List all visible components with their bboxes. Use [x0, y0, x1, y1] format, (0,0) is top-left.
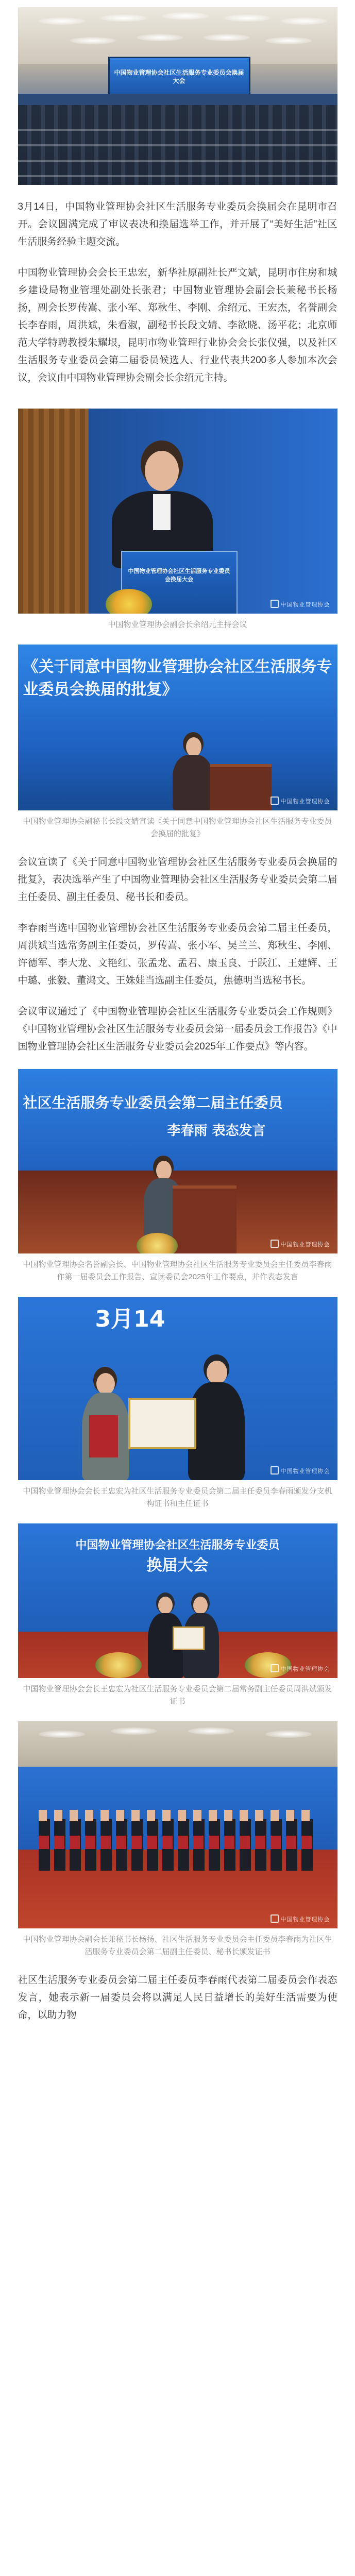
stage-screen-title: 中国物业管理协会社区生活服务专业委员会换届大会 — [114, 69, 244, 84]
caption-host: 中国物业管理协会副会长余绍元主持会议 — [108, 620, 247, 629]
caption-approval: 中国物业管理协会副秘书长段文婧宣读《关于同意中国物业管理协会社区生活服务专业委员会换届的批复》 — [23, 817, 332, 838]
small-certificate — [173, 1626, 205, 1650]
statement-screen-line1: 社区生活服务专业委员会第二届主任委员 — [23, 1094, 283, 1111]
stage-front — [18, 94, 337, 105]
certificate-vice-chair-photo: 中国物业管理协会社区生活服务专业委员 换届大会 中国物业管理协会 — [18, 1523, 337, 1678]
date-banner: 3月14 — [95, 1306, 165, 1332]
caption-vice-chair-certificate: 中国物业管理协会会长王忠宏为社区生活服务专业委员会第二届常务副主任委员周洪斌颁发证书 — [23, 1685, 332, 1706]
caption-statement: 中国物业管理协会名誉副会长、中国物业管理协会社区生活服务专业委员会主任委员李春雨作第一届委员会工作报告、宣读委员会2025年工作要点，并作表态发言 — [23, 1260, 332, 1281]
presenter-figure — [188, 1382, 245, 1480]
statement-screen-line2: 李春雨 表态发言 — [167, 1123, 266, 1139]
approval-screen-title: 《关于同意中国物业管理协会社区生活服务专业委员会换届的批复》 — [23, 658, 332, 699]
intro-paragraph: 3月14日，中国物业管理协会社区生活服务专业委员会换届会在昆明市召开。会议圆满完成了审议表决和换届选举工作，并开展了“美好生活”社区生活服务经验主题交流。 — [18, 201, 337, 247]
attendees-paragraph: 中国物业管理协会会长王忠宏，新华社原副社长严文斌，昆明市住房和城乡建设局物业管理处副处长张君；中国物业管理协会副会长兼秘书长杨扬，副会长罗传嵩、张小军、郑秋生、李刚、余绍元、王宏杰，名誉副会长李春雨，周洪斌，朱看淑，副秘书长段文婧、李欲晓、汤平花；北京师范大学特聘教授朱耀垠，昆明市物业管理行业协会会长张仪强，以及社区生活服务专业委员会第二届委员候选人、行业代表共200多人参加本次会议，会议由中国物业管理协会副会长余绍元主持。 — [18, 267, 337, 383]
conference-hall-photo — [18, 7, 337, 185]
article — [0, 7, 355, 2024]
election-results-paragraph: 李春雨当选中国物业管理协会社区生活服务专业委员会第二届主任委员，周洪斌当选常务副主任委员，罗传嵩、张小军、吴兰兰、郑秋生、李刚、许德军、李大龙、文艳红、张孟龙、孟君、康玉良、于跃江、王建辉、王中璐、张毅、董鸿文、王姝娃当选副主任委员，焦德明当选秘书长。 — [18, 923, 337, 986]
vote-paragraph: 会议宣读了《关于同意中国物业管理协会社区生活服务专业委员会换届的批复》，表决选举产生了中国物业管理协会社区生活服务专业委员会第二届主任委员、副主任委员、秘书长和委员。 — [18, 857, 337, 903]
certificate — [128, 1398, 196, 1449]
caption-group-certificate: 中国物业管理协会副会长兼秘书长杨扬、社区生活服务专业委员会主任委员李春雨为社区生活服务专业委员会第二届副主任委员、秘书长颁发证书 — [23, 1935, 332, 1956]
award-banner-line2: 换届大会 — [146, 1556, 209, 1574]
approval-reading-photo: 《关于同意中国物业管理协会社区生活服务专业委员会换届的批复》 中国物业管理协会 — [18, 645, 337, 810]
reader-figure — [173, 755, 213, 810]
statement-speech-photo: 社区生活服务专业委员会第二届主任委员 李春雨 表态发言 中国物业管理协会 — [18, 1069, 337, 1253]
lectern — [210, 764, 272, 810]
wood-wall — [18, 409, 88, 614]
caption-chair-certificate: 中国物业管理协会会长王忠宏为社区生活服务专业委员会第二届主任委员李春雨颁发分支机构证书和主任证书 — [23, 1487, 332, 1508]
documents-paragraph: 会议审议通过了《中国物业管理协会社区生活服务专业委员会工作规则》《中国物业管理协会社区生活服务专业委员会第一届委员会工作报告》《中国物业管理协会社区生活服务专业委员会2025年工作要点》等内容。 — [18, 1006, 337, 1052]
closing-paragraph: 社区生活服务专业委员会第二届主任委员李春雨代表第二届委员会作表态发言，她表示新一届委员会将以满足人民日益增长的美好生活需要为使命，以助力物 — [18, 1975, 337, 2021]
host-photo — [18, 409, 337, 614]
certificate-chair-photo: 3月14 中国物业管理协会 — [18, 1297, 337, 1480]
speech-lectern — [173, 1185, 236, 1253]
group-certificate-photo: 中国物业管理协会 — [18, 1721, 337, 1928]
stage-screen — [108, 57, 250, 97]
certificate-row — [39, 1836, 317, 1849]
watermark-logo: 中国物业管理协会 — [271, 600, 330, 608]
podium-banner: 中国物业管理协会社区生活服务专业委员会换届大会 — [128, 568, 230, 583]
award-banner-line1: 中国物业管理协会社区生活服务专业委员 — [75, 1539, 280, 1552]
red-certificate-folder — [89, 1415, 118, 1458]
